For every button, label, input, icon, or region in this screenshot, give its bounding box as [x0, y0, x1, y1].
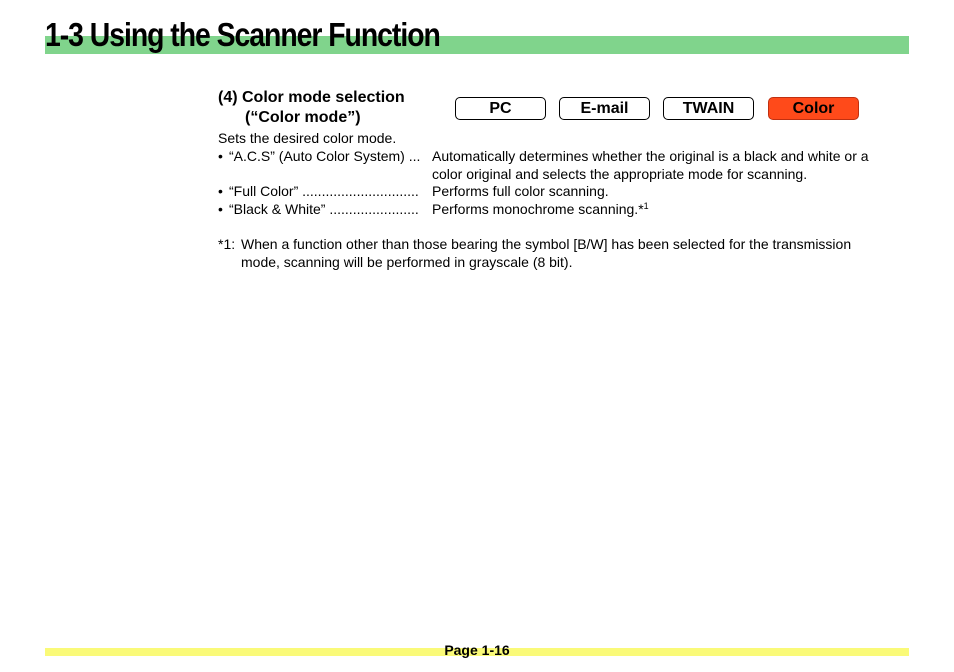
option-description: Performs full color scanning.: [432, 183, 609, 199]
option-term: “Full Color” ..............................: [229, 183, 419, 199]
email-mode-button[interactable]: E-mail: [559, 97, 650, 120]
footnote-reference: 1: [643, 201, 649, 211]
option-description-wrap: [432, 200, 882, 218]
bullet: •: [218, 201, 223, 217]
section-intro: Sets the desired color mode.: [218, 130, 397, 146]
bullet: •: [218, 148, 223, 164]
option-item-acs: [218, 147, 882, 182]
twain-mode-button[interactable]: TWAIN: [663, 97, 754, 120]
option-description: Automatically determines whether the original is a black and white or a color original and selects the appropriate mode for scanning.: [432, 148, 869, 182]
footnote: [218, 235, 888, 271]
footnote-text: When a function other than those bearing the symbol [B/W] has been selected for the transmission mode, scanning will be performed in grayscale (8 bit).: [241, 236, 852, 270]
option-item-full-color: [218, 182, 882, 200]
section-heading-line1: (4) Color mode selection: [218, 89, 405, 106]
option-description: Performs monochrome scanning.*: [432, 201, 644, 217]
page-title: 1-3 Using the Scanner Function: [45, 16, 440, 53]
option-item-black-white: [218, 200, 882, 218]
color-mode-option-list: [218, 147, 882, 218]
option-term: “A.C.S” (Auto Color System) ...: [229, 148, 421, 164]
pc-mode-button[interactable]: PC: [455, 97, 546, 120]
bullet: •: [218, 183, 223, 199]
section-heading-line2: (“Color mode”): [245, 109, 361, 126]
section-heading: [218, 88, 405, 128]
page-number: Page 1-16: [444, 642, 510, 658]
option-term: “Black & White” .......................: [229, 201, 419, 217]
footnote-mark: *1:: [218, 236, 236, 252]
color-mode-button[interactable]: Color: [768, 97, 859, 120]
